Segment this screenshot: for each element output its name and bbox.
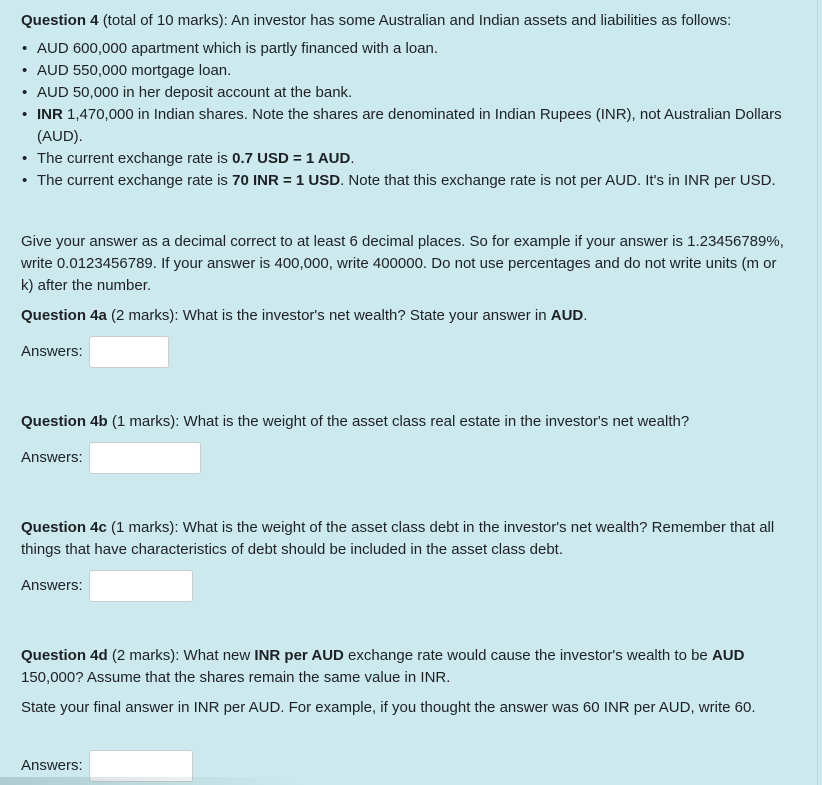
answer-input-4c[interactable]	[89, 570, 193, 602]
question-4-text: : An investor has some Australian and Indian assets and liabilities as follows:	[223, 12, 732, 29]
question-4b-title: Question 4b	[21, 413, 108, 430]
instructions-text: Give your answer as a decimal correct to at least 6 decimal places. So for example if your answer is 1.23456789%, write 0.0123456789. If your answer is 400,000, write 400000. Do not use percentages and do not write units (m or k) after the number.	[21, 233, 784, 294]
asset-text: AUD 50,000 in her deposit account at the bank.	[37, 84, 353, 101]
answers-label: Answers:	[21, 343, 83, 360]
asset-text: . Note that this exchange rate is not per AUD. It's in INR per USD.	[340, 172, 776, 189]
question-4a-bold: AUD	[550, 307, 584, 324]
asset-pre: The current exchange rate is	[37, 172, 233, 189]
answer-row-4b	[21, 442, 801, 474]
question-4a-end: .	[583, 307, 588, 324]
question-4a	[21, 305, 801, 327]
question-4a-title: Question 4a	[21, 307, 107, 324]
question-4a-marks: (2 marks)	[111, 307, 175, 324]
list-item	[21, 104, 791, 148]
question-4c-marks: (1 marks)	[111, 519, 175, 536]
question-4d-bold-2: AUD	[711, 647, 745, 664]
list-item	[21, 148, 791, 170]
question-4a-body: : What is the investor's net wealth? State your answer in	[174, 307, 551, 324]
question-4d-body-2: exchange rate would cause the investor's wealth to be	[343, 647, 712, 664]
question-4d-instruction	[21, 697, 793, 719]
question-4-marks: (total of 10 marks)	[102, 12, 224, 29]
question-4d-text	[21, 645, 781, 689]
list-item	[21, 170, 791, 192]
question-4c-text	[21, 517, 793, 561]
question-4c	[21, 517, 793, 561]
answers-label: Answers:	[21, 449, 83, 466]
asset-text: 1,470,000 in Indian shares. Note the shares are denominated in Indian Rupees (INR), not Australian Dollars (AUD).	[37, 106, 782, 145]
assets-list	[21, 38, 791, 192]
answer-input-4a[interactable]	[89, 336, 169, 368]
question-4b-marks: (1 marks)	[111, 413, 176, 430]
question-4b-text	[21, 411, 801, 433]
question-4d-bold: INR per AUD	[254, 647, 344, 664]
question-4d-body-1: : What new	[175, 647, 255, 664]
bottom-shadow	[0, 777, 300, 785]
question-4c-body: : What is the weight of the asset class debt in the investor's net wealth? Remember that all things that have characteristics of debt should be included in the asset class debt.	[21, 519, 775, 558]
question-4a-text	[21, 305, 801, 327]
answer-row-4c	[21, 570, 801, 602]
question-4d-marks: (2 marks)	[111, 647, 176, 664]
answers-label: Answers:	[21, 757, 83, 774]
asset-text: AUD 550,000 mortgage loan.	[37, 62, 232, 79]
answer-row-4a	[21, 336, 801, 368]
asset-bold: INR	[37, 106, 63, 123]
answer-input-4b[interactable]	[89, 442, 201, 474]
list-item	[21, 38, 791, 60]
asset-pre: The current exchange rate is	[37, 150, 233, 167]
question-4d-instruction-text: State your final answer in INR per AUD. For example, if you thought the answer was 60 INR per AUD, write 60.	[21, 699, 756, 716]
question-4-intro	[21, 10, 801, 32]
question-4-title: Question 4	[21, 12, 99, 29]
question-4c-title: Question 4c	[21, 519, 107, 536]
list-item	[21, 82, 791, 104]
instructions	[21, 231, 791, 297]
assets-list-container	[21, 38, 791, 192]
question-4d-title: Question 4d	[21, 647, 108, 664]
question-4d-body-3: 150,000? Assume that the shares remain the same value in INR.	[21, 669, 451, 686]
question-4b-body: : What is the weight of the asset class real estate in the investor's net wealth?	[175, 413, 690, 430]
asset-bold: 0.7 USD = 1 AUD	[232, 150, 351, 167]
list-item	[21, 60, 791, 82]
answers-label: Answers:	[21, 577, 83, 594]
asset-bold: 70 INR = 1 USD	[232, 172, 341, 189]
asset-text: AUD 600,000 apartment which is partly financed with a loan.	[37, 40, 439, 57]
question-4d	[21, 645, 781, 689]
asset-text: .	[350, 150, 355, 167]
intro-text	[21, 10, 801, 32]
question-4b	[21, 411, 801, 433]
